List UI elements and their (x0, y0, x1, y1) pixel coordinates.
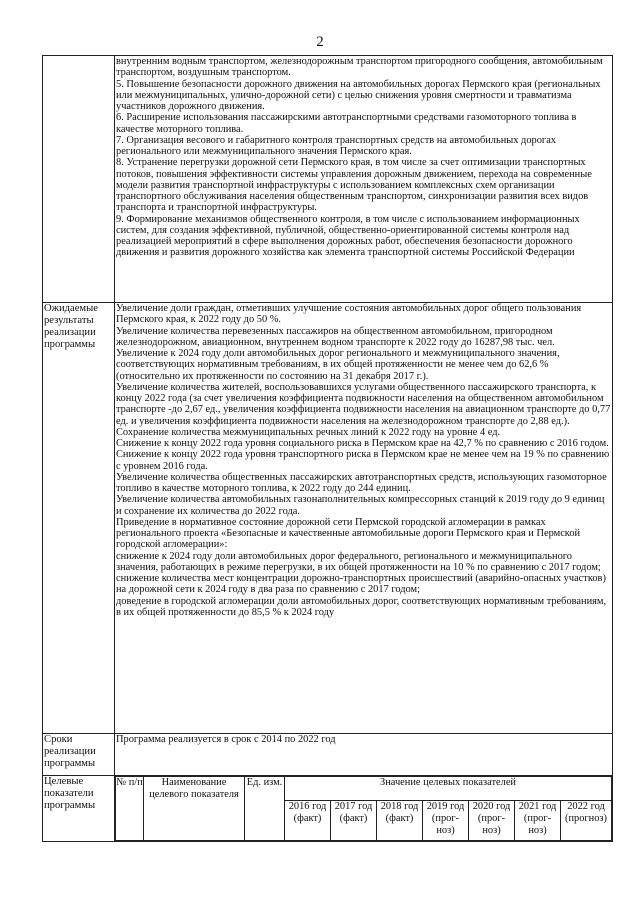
terms-content: Программа реализуется в срок с 2014 по 2022 год (115, 734, 613, 776)
result-paragraph: Приведение в нормативное состояние дорожной сети Пермской городской агломерации в рамках регионального проекта «Безопасные и качественные автомобильные дороги Пермского края и Пермской городской агломерации»: (116, 516, 581, 551)
goal-paragraph: 5. Повышение безопасности дорожного движения на автомобильных дорогах Пермского края (региональных или межмуниципальных, улично-дорожной сети) с целью снижения уровня смертности и травматизма участников дорожного движения. (116, 78, 601, 112)
goal-paragraph: 7. Организация весового и габаритного контроля транспортных средств на автомобильных дорогах регионального или межмуниципального значения Пермского края. (116, 134, 556, 157)
goals-content (115, 56, 613, 303)
expected-results-row (43, 303, 613, 734)
indicators-table (115, 776, 612, 841)
expected-results-content (115, 303, 613, 734)
goal-paragraph: 8. Устранение перегрузки дорожной сети Пермского края, в том числе за счет оптимизации транспортных потоков, повышения эффективности системы управления дорожным движением, перехода на современные модели развития транспортной инфраструктуры с использованием комплексных схем организации транспортного обслуживания населения общественным транспортом, синхронизации развития всех видов транспорта и транспортной инфраструктуры. (116, 157, 592, 214)
year-header: 2016 год (факт) (285, 801, 331, 841)
result-paragraph: Увеличение количества общественных пассажирских автотранспортных средств, использующих газомоторное топливо в качестве моторного топлива, к 2022 году до 244 единиц. (116, 471, 607, 494)
goal-paragraph: 6. Расширение использования пассажирскими автотранспортными средствами газомоторного топлива в качестве моторного топлива. (116, 112, 577, 135)
expected-results-label: Ожидаемые результаты реализации программы (43, 303, 115, 734)
terms-row (43, 734, 613, 776)
indicator-values-header: Значение целевых показателей (285, 777, 612, 801)
passport-table (42, 55, 613, 842)
goal-paragraph: внутренним водным транспортом, железнодорожным транспортом пригородного сообщения, автомобильным транспортом, воздушным транспортом. (116, 56, 603, 79)
result-paragraph: Увеличение количества перевезенных пассажиров на общественном автомобильном, пригородном железнодорожном, авиационном, внутреннем водном транспорте к 2022 году до 16287,98 тыс. чел. (116, 325, 555, 348)
result-paragraph: Увеличение количества жителей, воспользовавшихся услугами общественного пассажирского транспорта, к концу 2022 года (за счет увеличения коэффициента подвижности населения на общественном автомобильном транспорте -до 2,67 ед., увеличения коэффициента подвижности населения на авиационном транспорте до 0,77 ед. и увеличения коэффициента подвижности населения на железнодорожном транспорте до 2,88 ед.). (116, 381, 611, 427)
result-paragraph: Снижение к концу 2022 года уровня транспортного риска в Пермском крае не менее чем на 19 % по сравнению с уровнем 2016 года. (116, 449, 610, 472)
year-header: 2018 год (факт) (377, 801, 423, 841)
result-paragraph: Сохранение количества межмуниципальных речных линий к 2022 году на уровне 4 ед. (116, 426, 501, 438)
result-paragraph: Снижение к концу 2022 года уровня социального риска в Пермском крае на 42,7 % по сравнению с 2016 годом. (116, 438, 609, 449)
year-header: 2021 год (прог-ноз) (515, 801, 561, 841)
year-header: 2020 год (прог-ноз) (469, 801, 515, 841)
indicator-number-header: № п/п (116, 777, 144, 841)
result-paragraph: Увеличение доли граждан, отметивших улучшение состояния автомобильных дорог общего пользования Пермского края, к 2022 году до 50 %. (116, 303, 582, 326)
indicators-row (43, 776, 613, 842)
result-paragraph: снижение количества мест концентрации дорожно-транспортных происшествий (аварийно-опасных участков) на дорожной сети к 2024 году в два раза по сравнению с 2017 годом; (116, 573, 606, 596)
goals-row (43, 56, 613, 303)
indicators-label: Целевые показатели программы (43, 776, 115, 842)
year-header: 2017 год (факт) (331, 801, 377, 841)
indicators-content (115, 776, 613, 842)
indicator-name-header: Наименование целевого показателя (144, 777, 245, 841)
result-paragraph: Увеличение количества автомобильных газонаполнительных компрессорных станций к 2019 году до 9 единиц и сохранение их количества до 2022 года. (116, 494, 605, 517)
indicator-unit-header: Ед. изм. (245, 777, 285, 841)
year-header: 2019 год (прог-ноз) (423, 801, 469, 841)
page-number: 2 (316, 34, 324, 50)
goals-label (43, 56, 115, 303)
terms-label: Сроки реализации программы (43, 734, 115, 776)
result-paragraph: снижение к 2024 году доли автомобильных дорог федерального, регионального и межмуниципального значения, работающих в режиме перегрузки, в их общей протяженности на 10 % по сравнению с 2017 годом; (116, 550, 601, 573)
result-paragraph: доведение в городской агломерации доли автомобильных дорог, соответствующих нормативным требованиям, в их общей протяженности до 85,5 % к 2024 году (116, 595, 607, 618)
goal-paragraph: 9. Формирование механизмов общественного контроля, в том числе с использованием информационных систем, для создания эффективной, публичной, общественно-ориентированной системы контроля над реализацией мероприятий в сфере выполнения дорожных работ, обеспечения безопасности дорожного движения и развития дорожного хозяйства как элемента транспортной системы Российской Федерации (116, 213, 580, 259)
year-header: 2022 год (прогноз) (561, 801, 612, 841)
result-paragraph: Увеличение к 2024 году доли автомобильных дорог регионального и межмуниципального значения, соответствующих нормативным требованиям, в их общей протяженности не менее чем до 62,6 % (относительно их протяженности по состоянию на 31 декабря 2017 г.). (116, 348, 560, 382)
